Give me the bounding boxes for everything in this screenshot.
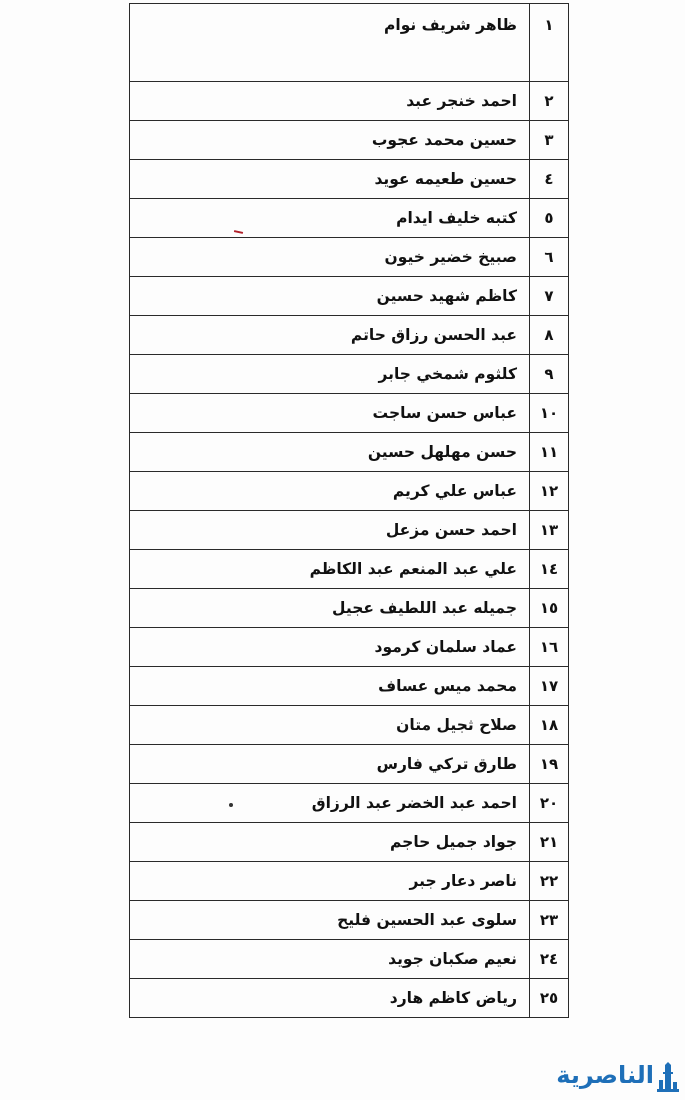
table-row: [130, 511, 569, 550]
table-row: [130, 628, 569, 667]
row-name: صلاح ثجيل متان: [130, 706, 530, 745]
table-row: [130, 199, 569, 238]
table-row: [130, 472, 569, 511]
row-number: ١٦: [530, 628, 569, 667]
row-number: ١٧: [530, 667, 569, 706]
row-name: عباس حسن ساجت: [130, 394, 530, 433]
row-name: صبيخ خضير خيون: [130, 238, 530, 277]
row-number: ١١: [530, 433, 569, 472]
row-number: ١٩: [530, 745, 569, 784]
row-number: ١٣: [530, 511, 569, 550]
names-table-body: [130, 4, 569, 1018]
ink-dot: [229, 803, 233, 807]
table-row: [130, 82, 569, 121]
row-number: ٢١: [530, 823, 569, 862]
watermark-text: الناصرية: [556, 1061, 654, 1089]
table-row: [130, 550, 569, 589]
table-row: [130, 745, 569, 784]
table-row: [130, 238, 569, 277]
row-name: ناصر دعار جبر: [130, 862, 530, 901]
row-number: ١٢: [530, 472, 569, 511]
row-number: ٥: [530, 199, 569, 238]
row-name: حسين محمد عجوب: [130, 121, 530, 160]
table-row: [130, 979, 569, 1018]
table-row: [130, 667, 569, 706]
row-name: كلثوم شمخي جابر: [130, 355, 530, 394]
row-name: عباس علي كريم: [130, 472, 530, 511]
row-number: ٦: [530, 238, 569, 277]
row-name: كاظم شهيد حسين: [130, 277, 530, 316]
row-name: جواد جميل حاجم: [130, 823, 530, 862]
table-row: [130, 355, 569, 394]
table-row: [130, 901, 569, 940]
table-row: [130, 121, 569, 160]
row-number: ١٤: [530, 550, 569, 589]
table-row: [130, 4, 569, 82]
row-name: ظاهر شريف نوام: [130, 4, 530, 82]
row-name: سلوى عبد الحسين فليح: [130, 901, 530, 940]
row-number: ٢٤: [530, 940, 569, 979]
row-number: ٢٢: [530, 862, 569, 901]
row-name: عماد سلمان كرمود: [130, 628, 530, 667]
table-row: [130, 160, 569, 199]
table-row: [130, 589, 569, 628]
row-name: احمد عبد الخضر عبد الرزاق: [130, 784, 530, 823]
row-number: ٤: [530, 160, 569, 199]
table-row: [130, 277, 569, 316]
table-row: [130, 940, 569, 979]
row-name: عبد الحسن رزاق حاتم: [130, 316, 530, 355]
table-row: [130, 862, 569, 901]
row-name: حسن مهلهل حسين: [130, 433, 530, 472]
table-row: [130, 316, 569, 355]
row-name: علي عبد المنعم عبد الكاظم: [130, 550, 530, 589]
names-table: [129, 3, 569, 1018]
row-name: كتبه خليف ايدام: [130, 199, 530, 238]
table-row: [130, 433, 569, 472]
row-number: ٨: [530, 316, 569, 355]
row-number: ٢٣: [530, 901, 569, 940]
row-name: محمد ميس عساف: [130, 667, 530, 706]
row-name: احمد خنجر عبد: [130, 82, 530, 121]
row-number: ١٨: [530, 706, 569, 745]
watermark-logo: [556, 1058, 680, 1096]
table-row: [130, 706, 569, 745]
row-number: ١٥: [530, 589, 569, 628]
row-number: ٢: [530, 82, 569, 121]
row-number: ١: [530, 4, 569, 82]
row-name: نعيم صكبان جويد: [130, 940, 530, 979]
row-name: جميله عبد اللطيف عجيل: [130, 589, 530, 628]
row-name: حسين طعيمه عويد: [130, 160, 530, 199]
table-row: [130, 784, 569, 823]
table-row: [130, 394, 569, 433]
row-number: ٢٠: [530, 784, 569, 823]
row-name: احمد حسن مزعل: [130, 511, 530, 550]
row-number: ٣: [530, 121, 569, 160]
row-name: طارق تركي فارس: [130, 745, 530, 784]
row-number: ٩: [530, 355, 569, 394]
row-number: ٢٥: [530, 979, 569, 1018]
minaret-logo-icon: [656, 1062, 680, 1092]
row-number: ١٠: [530, 394, 569, 433]
row-name: رياض كاظم هارد: [130, 979, 530, 1018]
table-row: [130, 823, 569, 862]
row-number: ٧: [530, 277, 569, 316]
